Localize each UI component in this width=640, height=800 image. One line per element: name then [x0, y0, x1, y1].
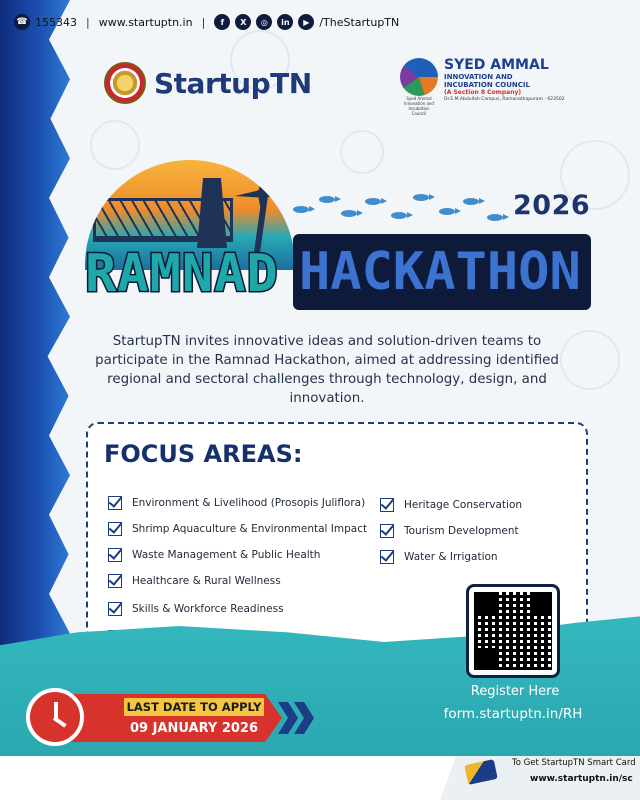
qr-code-icon: [474, 592, 552, 670]
checkbox-icon: [108, 496, 122, 510]
partner-line4: Dr.E.M.Abdullah Campus, Ramanathapuram - 623502: [444, 97, 565, 102]
register-url-link[interactable]: form.startuptn.in/RH: [443, 706, 583, 722]
phone-icon: ☎: [14, 14, 30, 30]
checkbox-icon: [108, 548, 122, 562]
footer-handle[interactable]: /TheStartupTN: [319, 15, 400, 29]
instagram-icon[interactable]: ◎: [256, 14, 272, 30]
list-item: Waste Management & Public Health: [108, 542, 367, 568]
partner-emblem-caption: Syed Ammal Innovation and Incubation Council: [404, 96, 434, 116]
fish-icon: [391, 212, 407, 219]
tn-government-emblem-icon: [104, 62, 146, 104]
focus-list-left: [108, 490, 367, 650]
smart-card-url[interactable]: www.startuptn.in/sc: [530, 774, 633, 784]
fish-icon: [365, 198, 381, 205]
list-item: Skills & Workforce Readiness: [108, 594, 367, 624]
footer-phone[interactable]: 155343: [35, 15, 77, 29]
linkedin-icon[interactable]: in: [277, 14, 293, 30]
brain-icon: [400, 58, 438, 96]
checkbox-icon: [380, 550, 394, 564]
fish-icon: [341, 210, 357, 217]
checkbox-icon: [108, 574, 122, 588]
fish-icon: [487, 214, 503, 221]
startuptn-wordmark: StartupTN: [154, 66, 312, 100]
temple-icon: [197, 178, 227, 248]
smart-card-label: To Get StartupTN Smart Card: [512, 758, 636, 768]
list-item: Heritage Conservation: [380, 492, 522, 518]
footer-website[interactable]: www.startuptn.in: [98, 15, 193, 29]
startuptn-logo: [104, 62, 312, 104]
title-hackathon: HACKATHON: [299, 242, 581, 302]
intro-paragraph: StartupTN invites innovative ideas and solution-driven teams to participate in the Ramnad Hackathon, aimed at addressing identified regional and sectoral challenges through technology, design, and innovation.: [95, 334, 559, 406]
list-item: Environment & Livelihood (Prosopis Juliflora): [108, 490, 367, 516]
partner-title: SYED AMMAL: [444, 57, 549, 73]
fish-icon: [439, 208, 455, 215]
left-wave-decoration: [0, 0, 70, 660]
list-item: Healthcare & Rural Wellness: [108, 568, 367, 594]
list-item: Tourism Development: [380, 518, 522, 544]
list-item: Water & Irrigation: [380, 544, 522, 570]
youtube-icon[interactable]: ▶: [298, 14, 314, 30]
x-twitter-icon[interactable]: X: [235, 14, 251, 30]
register-label: Register Here: [470, 684, 560, 699]
partner-line2: INCUBATION COUNCIL: [444, 81, 530, 89]
footer-contact: ☎ 155343 | www.startuptn.in | f X ◎ in ▶ /TheStartupTN: [14, 14, 399, 30]
fish-icon: [293, 206, 309, 213]
checkbox-icon: [380, 524, 394, 538]
focus-list-right: [380, 492, 522, 570]
list-item: Shrimp Aquaculture & Environmental Impact: [108, 516, 367, 542]
partner-line3: (A Section 8 Company): [444, 89, 522, 96]
event-year: 2026: [513, 190, 591, 221]
checkbox-icon: [108, 522, 122, 536]
clock-icon: [26, 688, 84, 746]
focus-areas-title: FOCUS AREAS:: [104, 440, 303, 468]
fish-icon: [413, 194, 429, 201]
fish-icon: [319, 196, 335, 203]
partner-line1: INNOVATION AND: [444, 73, 513, 81]
registration-qr-code[interactable]: [466, 584, 560, 678]
hero-banner: [85, 150, 605, 310]
facebook-icon[interactable]: f: [214, 14, 230, 30]
syed-ammal-logo: [400, 58, 580, 116]
fish-icon: [463, 198, 479, 205]
deadline-label: LAST DATE TO APPLY: [124, 698, 264, 716]
title-ramnad: RAMNAD: [85, 244, 279, 304]
deadline-banner: [26, 684, 296, 750]
checkbox-icon: [108, 602, 122, 616]
palm-leaves-icon: [235, 182, 287, 210]
checkbox-icon: [380, 498, 394, 512]
deadline-date: 09 JANUARY 2026: [129, 720, 259, 736]
